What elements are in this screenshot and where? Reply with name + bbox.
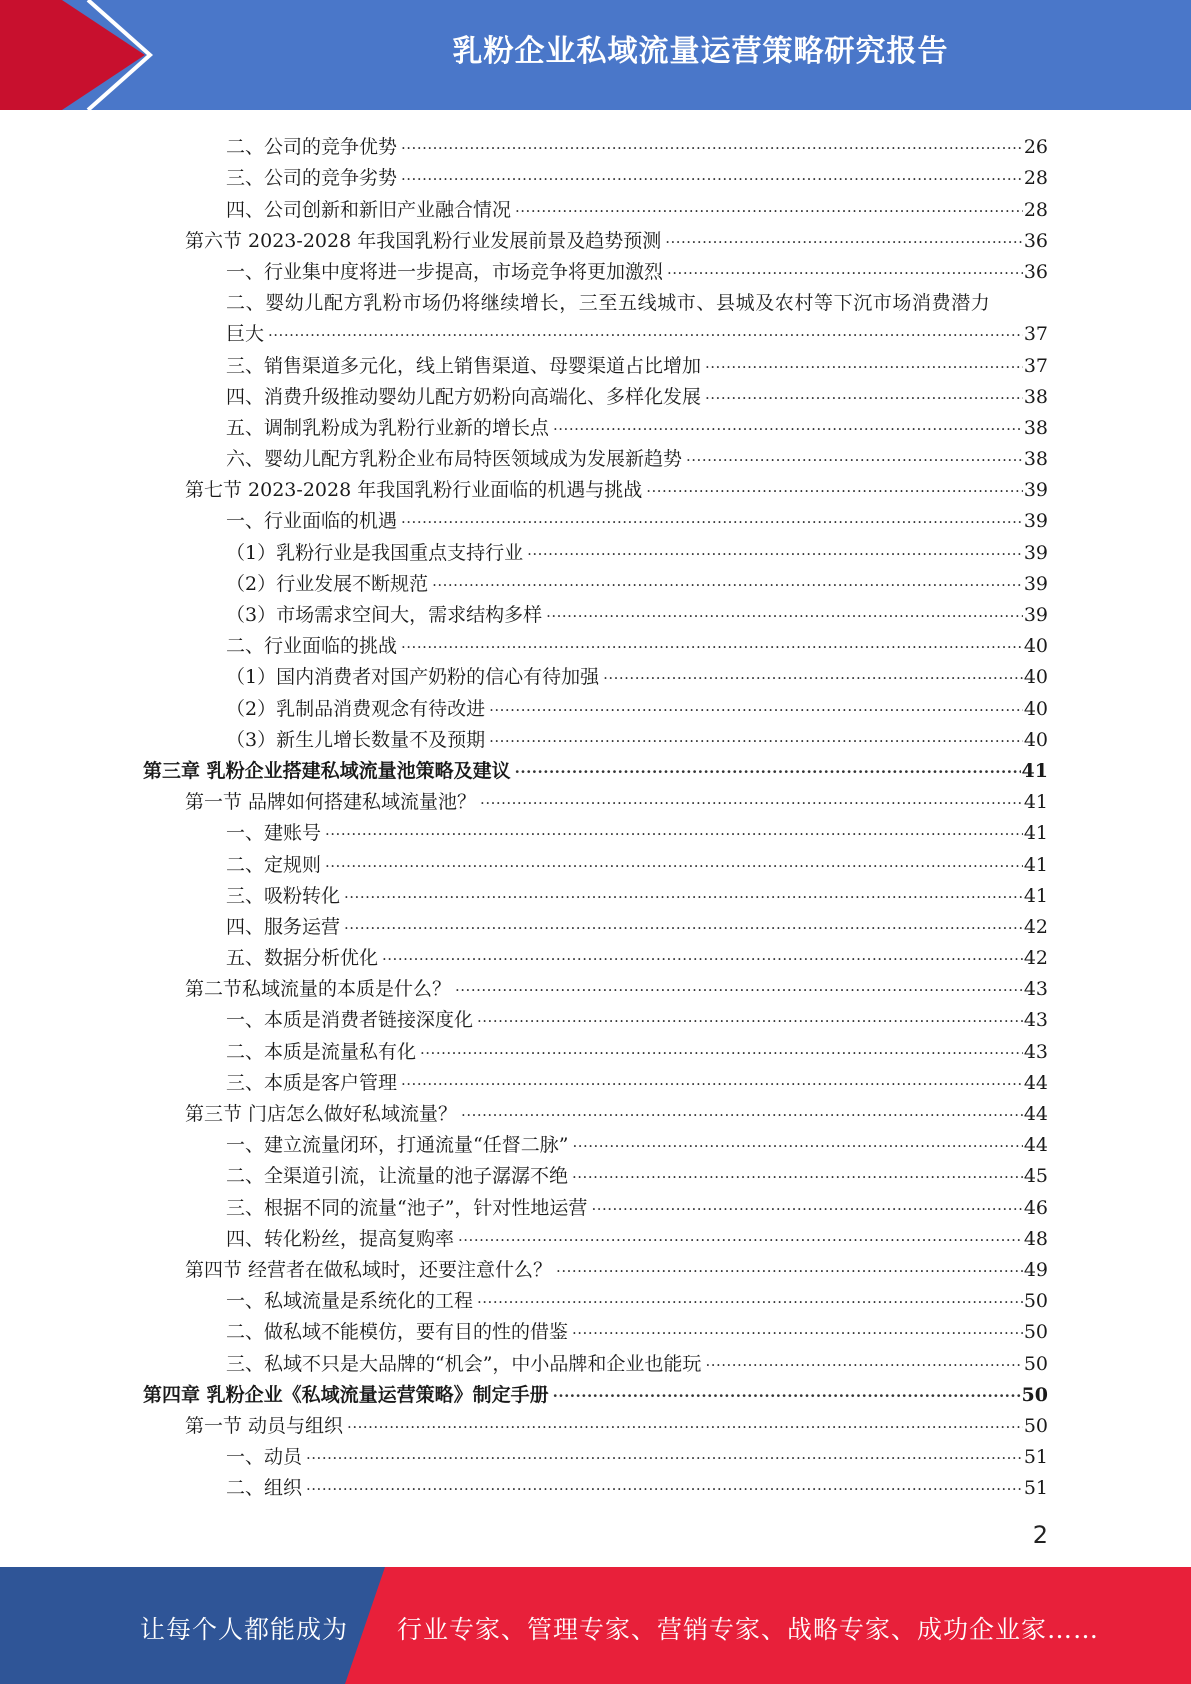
toc-entry-title: 四、转化粉丝，提高复购率 [226,1227,455,1250]
toc-dot-leader [572,1160,1023,1184]
toc-entry[interactable] [0,190,1191,221]
toc-entry[interactable] [0,1188,1191,1219]
toc-entry[interactable] [0,877,1191,908]
toc-entry[interactable] [0,378,1191,409]
toc-entry-title: 五、数据分析优化 [226,947,379,970]
toc-page-number: 38 [1023,385,1048,408]
toc-page-number: 48 [1023,1227,1048,1250]
toc-entry-title: 五、调制乳粉成为乳粉行业新的增长点 [226,416,550,439]
page-header [0,0,1191,110]
toc-page-number: 42 [1023,915,1048,938]
toc-dot-leader [527,537,1023,561]
toc-page-number: 39 [1023,541,1048,564]
toc-entry[interactable] [0,471,1191,502]
toc-page-number: 44 [1023,1134,1048,1157]
toc-page-number: 39 [1023,479,1048,502]
toc-entry-title: 四、消费升级推动婴幼儿配方奶粉向高端化、多样化发展 [226,385,702,408]
toc-dot-leader [477,1004,1023,1028]
toc-entry[interactable] [0,1376,1191,1407]
toc-page-number: 51 [1023,1446,1048,1469]
toc-dot-leader [401,162,1023,186]
toc-entry-title: 二、全渠道引流，让流量的池子潺潺不绝 [226,1165,569,1188]
toc-entry-title: 三、根据不同的流量“池子”，针对性地运营 [226,1196,588,1219]
toc-page-number: 40 [1023,728,1048,751]
toc-dot-leader [572,1316,1023,1340]
toc-entry-title: 二、组织 [226,1477,303,1500]
toc-entry-title: 二、婴幼儿配方乳粉市场仍将继续增长，三至五线城市、县城及农村等下沉市场消费潜力 [226,292,991,315]
toc-entry[interactable] [0,939,1191,970]
toc-dot-leader [480,786,1023,810]
toc-entry[interactable] [0,409,1191,440]
toc-dot-leader [705,350,1023,374]
toc-entry[interactable] [0,689,1191,720]
toc-dot-leader [705,1348,1022,1372]
toc-dot-leader [268,318,1023,342]
toc-entry[interactable] [0,1095,1191,1126]
toc-page-number: 43 [1023,1040,1048,1063]
toc-page-number: 42 [1023,947,1048,970]
toc-page-number: 37 [1023,323,1048,346]
toc-entry[interactable] [0,1251,1191,1282]
table-of-contents [0,128,1191,1500]
toc-entry[interactable] [0,908,1191,939]
footer-slogan-right: 行业专家、管理专家、营销专家、战略专家、成功企业家…… [397,1615,1100,1644]
toc-dot-leader [665,225,1023,249]
toc-entry-title: 第三章 乳粉企业搭建私域流量池策略及建议 [143,759,511,782]
toc-dot-leader [347,1410,1023,1434]
toc-page-number: 50 [1023,1321,1048,1344]
toc-entry-title: （1）国内消费者对国产奶粉的信心有待加强 [226,666,600,689]
toc-page-number: 50 [1021,1383,1048,1406]
toc-dot-leader [401,1067,1023,1091]
toc-dot-leader [455,973,1023,997]
toc-entry-title: 四、服务运营 [226,915,341,938]
toc-entry[interactable] [0,1313,1191,1344]
toc-page-number: 41 [1023,884,1048,907]
toc-entry[interactable] [0,1064,1191,1095]
toc-dot-leader [553,1379,1021,1403]
toc-page-number: 40 [1023,697,1048,720]
toc-entry-title: 二、本质是流量私有化 [226,1040,417,1063]
toc-page-number: 39 [1023,572,1048,595]
toc-entry-title: 二、做私域不能模仿，要有目的性的借鉴 [226,1321,569,1344]
toc-entry-title: （2）乳制品消费观念有待改进 [226,697,486,720]
toc-entry[interactable] [0,1438,1191,1469]
toc-entry[interactable] [0,721,1191,752]
toc-dot-leader [382,942,1023,966]
toc-page-number: 49 [1023,1258,1048,1281]
toc-page-number: 41 [1023,791,1048,814]
toc-page-number: 43 [1023,1009,1048,1032]
toc-page-number: 28 [1023,198,1048,221]
toc-dot-leader [556,1254,1023,1278]
toc-entry-title: （1）乳粉行业是我国重点支持行业 [226,541,524,564]
toc-entry[interactable] [0,1220,1191,1251]
toc-dot-leader [591,1192,1022,1216]
toc-page-number: 36 [1023,229,1048,252]
toc-page-number: 26 [1023,136,1048,159]
toc-entry[interactable] [0,1344,1191,1375]
toc-entry[interactable] [0,1282,1191,1313]
toc-entry-title: 第四节 经营者在做私域时，还要注意什么？ [185,1258,553,1281]
toc-dot-leader [489,693,1023,717]
toc-page-number: 39 [1023,604,1048,626]
toc-entry[interactable] [0,315,1191,346]
toc-page-number: 39 [1023,510,1048,533]
toc-dot-leader [344,880,1023,904]
toc-entry[interactable] [0,128,1191,159]
toc-entry-title: 三、公司的竞争劣势 [226,167,398,190]
toc-entry-title: 二、公司的竞争优势 [226,136,398,159]
toc-page-number: 36 [1023,260,1048,283]
toc-entry[interactable] [0,783,1191,814]
toc-entry[interactable] [0,502,1191,533]
toc-dot-leader [458,1223,1023,1247]
toc-entry-title: 一、本质是消费者链接深度化 [226,1009,474,1032]
toc-entry-title: （3）新生儿增长数量不及预期 [226,728,486,751]
toc-entry-title: 一、建账号 [226,822,322,845]
footer-slogan-left: 让每个人都能成为 [140,1615,349,1644]
toc-entry[interactable] [0,627,1191,658]
toc-page-number: 43 [1023,978,1048,1001]
toc-entry-title: 三、吸粉转化 [226,884,341,907]
toc-dot-leader [306,1441,1023,1465]
toc-entry-title: （2）行业发展不断规范 [226,572,429,595]
toc-page-number: 51 [1023,1477,1048,1500]
toc-page-number: 41 [1021,759,1048,782]
toc-entry-title: 三、销售渠道多元化，线上销售渠道、母婴渠道占比增加 [226,354,702,377]
toc-entry-title: 第一节 动员与组织 [185,1414,344,1437]
toc-dot-leader [325,817,1023,841]
toc-entry-title: 一、行业集中度将进一步提高，市场竞争将更加激烈 [226,260,664,283]
toc-entry-title: （3）市场需求空间大，需求结构多样 [226,604,543,626]
toc-dot-leader [686,443,1023,467]
toc-entry-title: 一、行业面临的机遇 [226,510,398,533]
toc-entry[interactable] [0,533,1191,564]
toc-entry[interactable] [0,1032,1191,1063]
toc-entry[interactable] [0,845,1191,876]
toc-dot-leader [306,1472,1023,1496]
toc-entry-title: 一、建立流量闭环，打通流量“任督二脉” [226,1134,569,1157]
toc-dot-leader [667,256,1023,280]
toc-entry[interactable] [0,565,1191,596]
toc-dot-leader [401,505,1023,529]
toc-entry[interactable] [0,440,1191,471]
toc-dot-leader [477,1285,1023,1309]
toc-page-number: 40 [1023,666,1048,689]
toc-entry-title: 第一节 品牌如何搭建私域流量池？ [185,791,477,814]
toc-page-number: 41 [1023,853,1048,876]
toc-entry[interactable] [0,1469,1191,1500]
toc-entry-title: 第四章 乳粉企业《私域流量运营策略》制定手册 [143,1383,549,1406]
toc-page-number: 40 [1023,635,1048,658]
toc-dot-leader [489,724,1023,748]
toc-entry-line [0,284,1191,315]
toc-dot-leader [572,1129,1022,1153]
toc-entry[interactable] [0,159,1191,190]
toc-entry[interactable] [0,253,1191,284]
toc-page-number: 44 [1023,1103,1048,1125]
toc-dot-leader [401,630,1023,654]
toc-entry-title: 三、本质是客户管理 [226,1071,398,1094]
toc-page-number: 46 [1023,1196,1048,1219]
toc-page-number: 38 [1023,416,1048,439]
report-title: 乳粉企业私域流量运营策略研究报告 [452,34,949,69]
toc-entry-title-continued: 巨大 [226,323,265,346]
toc-entry[interactable] [0,752,1191,783]
page-number: 2 [1032,1521,1048,1549]
toc-page-number: 28 [1023,167,1048,190]
toc-page-number: 41 [1023,822,1048,845]
toc-entry-title: 二、定规则 [226,853,322,876]
toc-entry-title: 一、动员 [226,1446,303,1469]
toc-entry-title: 六、婴幼儿配方乳粉企业布局特医领域成为发展新趋势 [226,448,683,471]
toc-page-number: 38 [1023,448,1048,471]
toc-dot-leader [432,568,1023,592]
toc-page-number: 50 [1023,1414,1048,1437]
toc-entry[interactable] [0,658,1191,689]
toc-entry-title: 第六节 2023-2028 年我国乳粉行业发展前景及趋势预测 [185,229,662,252]
toc-dot-leader [461,1098,1023,1122]
toc-dot-leader [420,1036,1023,1060]
toc-entry[interactable] [0,970,1191,1001]
toc-dot-leader [603,661,1023,685]
toc-entry[interactable] [0,222,1191,253]
toc-dot-leader [401,131,1023,155]
toc-entry-title: 二、行业面临的挑战 [226,635,398,658]
toc-entry-title: 第二节私域流量的本质是什么？ [185,978,452,1001]
toc-dot-leader [546,599,1023,623]
toc-page-number: 50 [1023,1290,1048,1313]
toc-entry-title: 第七节 2023-2028 年我国乳粉行业面临的机遇与挑战 [185,479,643,502]
toc-entry[interactable] [0,1001,1191,1032]
toc-dot-leader [325,849,1023,873]
toc-dot-leader [553,412,1023,436]
toc-page-number: 50 [1023,1352,1048,1375]
toc-page-number: 45 [1023,1165,1048,1188]
toc-page-number: 44 [1023,1071,1048,1094]
page-footer [0,1567,1191,1684]
toc-entry-title: 三、私域不只是大品牌的“机会”，中小品牌和企业也能玩 [226,1352,702,1375]
toc-entry[interactable] [0,1157,1191,1188]
toc-entry[interactable] [0,1407,1191,1438]
toc-entry[interactable] [0,1126,1191,1157]
toc-entry[interactable] [0,346,1191,377]
toc-page-number: 37 [1023,354,1048,377]
toc-dot-leader [705,381,1023,405]
toc-dot-leader [344,911,1023,935]
toc-dot-leader [515,194,1023,218]
toc-entry[interactable] [0,596,1191,627]
toc-dot-leader [515,755,1021,779]
toc-entry-title: 四、公司创新和新旧产业融合情况 [226,198,512,221]
toc-entry[interactable] [0,814,1191,845]
toc-entry-title: 一、私域流量是系统化的工程 [226,1290,474,1313]
toc-entry-title: 第三节 门店怎么做好私域流量？ [185,1103,458,1125]
toc-dot-leader [646,474,1023,498]
